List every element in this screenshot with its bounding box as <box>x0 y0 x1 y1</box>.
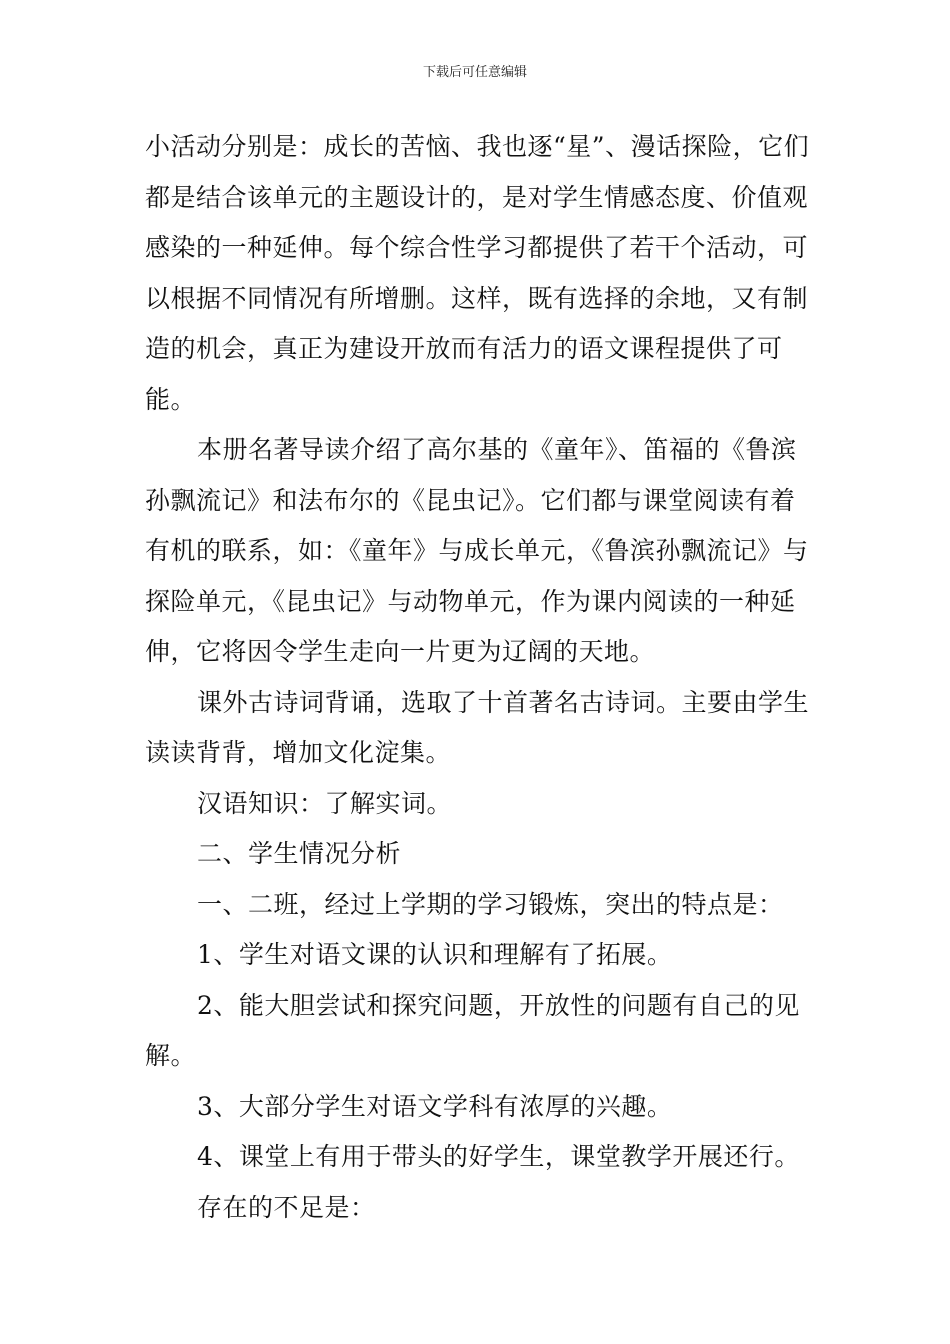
list-item-2: 2、能大胆尝试和探究问题，开放性的问题有自己的见解。 <box>145 990 800 1070</box>
page-header: 下载后可任意编辑 <box>422 65 527 80</box>
paragraph-poetry-recitation: 课外古诗词背诵，选取了十首著名古诗词。主要由学生读读背背，增加文化淀集。 <box>145 687 810 767</box>
paragraph-activities: 小活动分别是：成长的苦恼、我也逐“星”、漫话探险，它们都是结合该单元的主题设计的，是对学生情感态度、价值观感染的一种延伸。每个综合性学习都提供了若干个活动，可以根据不同情况有所增删。这样，既有选择的余地，又有制造的机会，真正为建设开放而有活力的语文课程提供了可能。 <box>145 132 810 414</box>
paragraph-classic-reading: 本册名著导读介绍了高尔基的《童年》、笛福的《鲁滨孙飘流记》和法布尔的《昆虫记》。它们都与课堂阅读有着有机的联系，如：《童年》与成长单元，《鲁滨孙飘流记》与探险单元，《昆虫记》与动物单元，作为课内阅读的一种延伸，它将因令学生走向一片更为辽阔的天地。 <box>145 435 809 666</box>
paragraph-chinese-knowledge: 汉语知识：了解实词。 <box>197 788 453 818</box>
list-item-1: 1、学生对语文课的认识和理解有了拓展。 <box>197 940 673 969</box>
section-heading-student-analysis: 二、学生情况分析 <box>197 839 402 868</box>
list-item-3: 3、大部分学生对语文学科有浓厚的兴趣。 <box>197 1091 673 1121</box>
paragraph-class-features: 一、二班，经过上学期的学习锻炼，突出的特点是： <box>197 889 784 919</box>
list-item-4: 4、课堂上有用于带头的好学生，课堂教学开展还行。 <box>197 1142 800 1171</box>
paragraph-shortcomings: 存在的不足是： <box>197 1192 376 1222</box>
document-body <box>145 122 811 1233</box>
